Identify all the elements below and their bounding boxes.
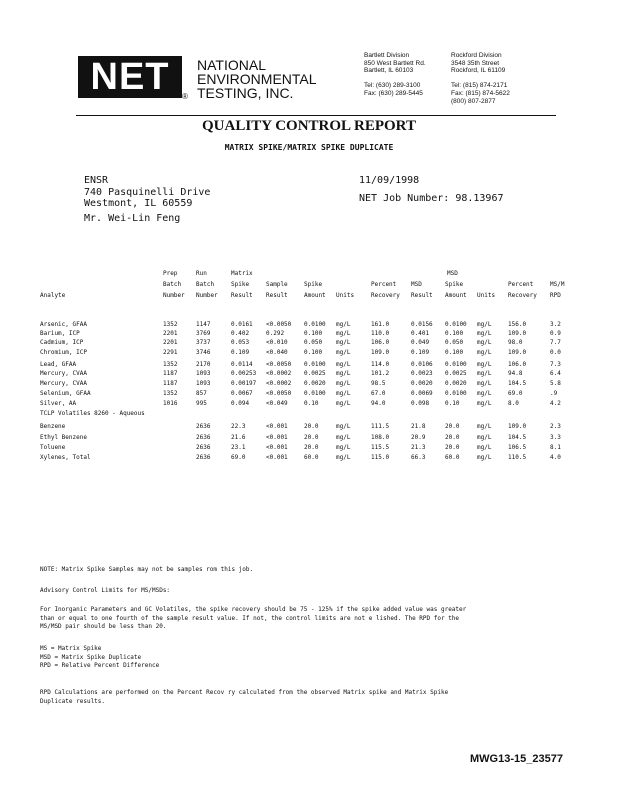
- table-cell: 0.0106: [411, 361, 433, 368]
- table-cell: 156.0: [508, 321, 527, 328]
- table-cell: 109.0: [508, 330, 527, 337]
- table-cell: 0.0100: [445, 321, 467, 328]
- msd-group-header: MSD: [447, 270, 458, 277]
- table-cell: mg/L: [336, 390, 351, 397]
- advisory-line: MS/MSD pair should be less than 20.: [40, 623, 167, 630]
- advisory-line: than or equal to one fourth of the sample result value. If not, the control limits are not e lished. The RPD for the: [40, 614, 460, 622]
- table-cell: <0.049: [266, 400, 288, 407]
- analyte-name: Barium, ICP: [40, 330, 80, 337]
- table-cell: mg/L: [336, 380, 351, 387]
- table-cell: 0.00253: [231, 370, 257, 377]
- abbreviation-line: MS = Matrix Spike: [40, 645, 102, 652]
- table-cell: 114.0: [371, 361, 390, 368]
- report-date: 11/09/1998: [359, 175, 420, 186]
- column-header: Units: [336, 292, 355, 299]
- column-header: Percent: [508, 281, 534, 288]
- table-cell: 995: [196, 400, 207, 407]
- table-cell: 0.0: [550, 349, 561, 356]
- table-cell: 60.0: [304, 454, 319, 461]
- column-header: Run: [196, 270, 207, 277]
- column-header: Spike: [304, 281, 323, 288]
- table-cell: 21.6: [231, 434, 246, 441]
- table-cell: 0.402: [231, 330, 250, 337]
- rpd-note-line: Duplicate results.: [40, 697, 106, 705]
- table-cell: 0.100: [445, 349, 464, 356]
- column-header: Percent: [371, 281, 397, 288]
- address-line: Fax: (815) 874-5622: [451, 89, 510, 97]
- company-name: [197, 58, 317, 100]
- table-cell: 1187: [163, 370, 178, 377]
- table-cell: 98.5: [371, 380, 386, 387]
- table-cell: 2636: [196, 444, 211, 451]
- table-cell: 0.0100: [304, 361, 326, 368]
- table-cell: 2170: [196, 361, 211, 368]
- job-number: NET Job Number: 98.13967: [359, 193, 504, 204]
- column-header: Result: [266, 292, 288, 299]
- table-cell: <0.001: [266, 434, 288, 441]
- table-cell: mg/L: [336, 321, 351, 328]
- column-header: Spike: [231, 281, 250, 288]
- table-cell: mg/L: [336, 361, 351, 368]
- table-cell: mg/L: [477, 321, 492, 328]
- table-cell: 22.3: [231, 423, 246, 430]
- column-header: Batch: [196, 281, 215, 288]
- abbreviations: [40, 645, 159, 671]
- address-line: [451, 75, 510, 83]
- table-cell: mg/L: [477, 339, 492, 346]
- address-line: 850 West Bartlett Rd.: [364, 59, 426, 67]
- table-cell: 0.100: [445, 330, 464, 337]
- address-line: Rockford, IL 61109: [451, 67, 506, 75]
- table-cell: 0.050: [304, 339, 323, 346]
- table-cell: 0.094: [231, 400, 250, 407]
- table-cell: mg/L: [336, 370, 351, 377]
- column-header: Amount: [445, 292, 467, 299]
- analyte-name: Silver, AA: [40, 400, 77, 407]
- analyte-name: Lead, GFAA: [40, 361, 77, 368]
- table-cell: 1093: [196, 380, 211, 387]
- table-cell: 1352: [163, 361, 178, 368]
- table-cell: <0.040: [266, 349, 288, 356]
- table-cell: 1352: [163, 390, 178, 397]
- column-header: Recovery: [371, 292, 400, 299]
- table-cell: 0.00197: [231, 380, 257, 387]
- table-cell: 20.0: [445, 444, 460, 451]
- table-cell: 98.0: [508, 339, 523, 346]
- table-cell: <0.001: [266, 444, 288, 451]
- table-cell: 0.109: [411, 349, 430, 356]
- table-cell: 101.2: [371, 370, 390, 377]
- table-cell: 0.098: [411, 400, 430, 407]
- column-header: Units: [477, 292, 496, 299]
- company-logo: [78, 56, 182, 98]
- table-cell: 0.0100: [304, 321, 326, 328]
- table-cell: 4.2: [550, 400, 561, 407]
- table-cell: 2291: [163, 349, 178, 356]
- table-cell: 3.2: [550, 321, 561, 328]
- client-line: 740 Pasquinelli Drive: [84, 186, 211, 198]
- table-cell: 0.0067: [231, 390, 253, 397]
- address-line: (800) 807-2877: [451, 97, 496, 105]
- table-cell: 106.5: [508, 444, 527, 451]
- table-cell: 106.0: [371, 339, 390, 346]
- table-cell: 8.0: [508, 400, 519, 407]
- table-cell: mg/L: [336, 400, 351, 407]
- table-cell: 20.9: [411, 434, 426, 441]
- document-id: MWG13-15_23577: [470, 753, 563, 765]
- table-cell: .9: [550, 390, 558, 397]
- table-cell: 0.0025: [304, 370, 326, 377]
- column-header: Recovery: [508, 292, 537, 299]
- advisory-text: [40, 606, 466, 632]
- column-header: Number: [163, 292, 185, 299]
- note-text: NOTE: Matrix Spike Samples may not be samples rom this job.: [40, 566, 254, 573]
- company-name-line: NATIONAL: [197, 57, 266, 73]
- table-cell: 857: [196, 390, 207, 397]
- company-name-line: TESTING, INC.: [197, 85, 294, 101]
- table-cell: 0.0023: [411, 370, 433, 377]
- table-cell: 0.0100: [445, 390, 467, 397]
- address-line: Fax: (630) 289-5445: [364, 89, 423, 97]
- column-header: Analyte: [40, 292, 66, 299]
- address-line: Bartlett, IL 60103: [364, 67, 414, 75]
- abbreviation-line: RPD = Relative Percent Difference: [40, 662, 160, 669]
- abbreviation-line: MSD = Matrix Spike Duplicate: [40, 653, 142, 661]
- table-cell: 110.5: [508, 454, 527, 461]
- table-cell: 8.1: [550, 444, 561, 451]
- table-cell: 0.10: [304, 400, 319, 407]
- report-subtitle: MATRIX SPIKE/MATRIX SPIKE DUPLICATE: [224, 143, 394, 152]
- table-cell: 1147: [196, 321, 211, 328]
- column-header: Batch: [163, 281, 182, 288]
- table-cell: 0.10: [445, 400, 460, 407]
- table-cell: 0.053: [231, 339, 250, 346]
- table-cell: 111.5: [371, 423, 390, 430]
- table-cell: 161.0: [371, 321, 390, 328]
- table-cell: 69.0: [508, 390, 523, 397]
- registered-mark: ®: [182, 92, 188, 101]
- table-cell: mg/L: [477, 390, 492, 397]
- table-cell: 7.7: [550, 339, 561, 346]
- analyte-name: Chromium, ICP: [40, 349, 87, 356]
- client-line: ENSR: [84, 175, 109, 186]
- table-cell: 3737: [196, 339, 211, 346]
- table-cell: 2636: [196, 454, 211, 461]
- analyte-name: Cadmium, ICP: [40, 339, 84, 346]
- analyte-name: Benzene: [40, 423, 66, 430]
- table-cell: 0.0020: [445, 380, 467, 387]
- table-cell: <0.001: [266, 454, 288, 461]
- table-cell: 0.0114: [231, 361, 253, 368]
- table-cell: 0.109: [231, 349, 250, 356]
- table-cell: 3.3: [550, 434, 561, 441]
- column-header: Sample: [266, 281, 288, 288]
- table-cell: 6.4: [550, 370, 561, 377]
- table-cell: mg/L: [477, 423, 492, 430]
- table-cell: <0.0050: [266, 361, 292, 368]
- table-cell: 104.5: [508, 434, 527, 441]
- table-cell: mg/L: [477, 361, 492, 368]
- table-cell: <0.0050: [266, 321, 292, 328]
- address-line: Tel: (815) 874-2171: [451, 82, 508, 90]
- table-cell: 0.0156: [411, 321, 433, 328]
- table-cell: 0.0025: [445, 370, 467, 377]
- column-header: Amount: [304, 292, 326, 299]
- table-cell: 4.0: [550, 454, 561, 461]
- column-header: Result: [231, 292, 253, 299]
- table-cell: 0.0020: [304, 380, 326, 387]
- table-cell: 0.292: [266, 330, 285, 337]
- table-cell: 21.3: [411, 444, 426, 451]
- column-header: RPD: [550, 292, 561, 299]
- table-cell: 7.3: [550, 361, 561, 368]
- table-cell: 0.9: [550, 330, 561, 337]
- table-cell: mg/L: [477, 400, 492, 407]
- address-line: [364, 75, 426, 83]
- table-cell: 108.0: [371, 434, 390, 441]
- table-cell: 0.401: [411, 330, 430, 337]
- table-cell: 1016: [163, 400, 178, 407]
- address-line: Bartlett Division: [364, 52, 410, 59]
- analyte-name: Ethyl Benzene: [40, 434, 87, 441]
- client-line: Westmont, IL 60559: [84, 198, 193, 209]
- address-line: 3548 35th Street: [451, 59, 500, 67]
- bartlett-address: [364, 52, 426, 98]
- company-name-line: ENVIRONMENTAL: [197, 71, 317, 87]
- table-cell: 3746: [196, 349, 211, 356]
- analyte-name: Arsenic, GFAA: [40, 321, 87, 328]
- table-cell: 20.0: [304, 434, 319, 441]
- table-cell: 21.8: [411, 423, 426, 430]
- table-cell: 1093: [196, 370, 211, 377]
- table-cell: 106.0: [508, 361, 527, 368]
- table-cell: 2636: [196, 434, 211, 441]
- table-cell: <0.001: [266, 423, 288, 430]
- table-cell: 109.0: [508, 349, 527, 356]
- table-cell: mg/L: [336, 444, 351, 451]
- table-cell: 104.5: [508, 380, 527, 387]
- table-cell: mg/L: [477, 454, 492, 461]
- table-cell: 0.0069: [411, 390, 433, 397]
- table-cell: mg/L: [477, 349, 492, 356]
- table-cell: 20.0: [304, 423, 319, 430]
- analyte-name: Selenium, GFAA: [40, 390, 91, 397]
- table-cell: mg/L: [336, 434, 351, 441]
- advisory-title: Advisory Control Limits for MS/MSDs:: [40, 587, 171, 594]
- table-cell: mg/L: [477, 370, 492, 377]
- table-cell: <0.0050: [266, 390, 292, 397]
- table-cell: 0.100: [304, 330, 323, 337]
- table-cell: 20.0: [304, 444, 319, 451]
- table-cell: mg/L: [477, 380, 492, 387]
- analyte-name: Mercury, CVAA: [40, 370, 87, 377]
- table-cell: 115.0: [371, 454, 390, 461]
- table-cell: 60.0: [445, 454, 460, 461]
- analyte-name: Toluene: [40, 444, 66, 451]
- table-cell: 0.0020: [411, 380, 433, 387]
- address-line: Tel: (630) 289-3100: [364, 82, 421, 90]
- table-cell: mg/L: [477, 444, 492, 451]
- table-cell: 109.0: [508, 423, 527, 430]
- table-cell: 0.0100: [445, 361, 467, 368]
- section-label: TCLP Volatiles 8260 - Aqueous: [40, 410, 145, 417]
- table-cell: <0.0002: [266, 370, 292, 377]
- analyte-name: Xylenes, Total: [40, 454, 91, 461]
- table-cell: 2.3: [550, 423, 561, 430]
- column-header: Prep: [163, 270, 178, 277]
- rockford-address: [451, 52, 510, 105]
- table-cell: 69.0: [231, 454, 246, 461]
- table-cell: mg/L: [336, 349, 351, 356]
- table-cell: mg/L: [336, 339, 351, 346]
- table-cell: 23.1: [231, 444, 246, 451]
- table-cell: 67.0: [371, 390, 386, 397]
- table-cell: 0.0161: [231, 321, 253, 328]
- table-cell: 66.3: [411, 454, 426, 461]
- column-header: Number: [196, 292, 218, 299]
- table-cell: mg/L: [477, 434, 492, 441]
- address-line: Rockford Division: [451, 52, 502, 59]
- table-cell: 2201: [163, 330, 178, 337]
- table-cell: 0.049: [411, 339, 430, 346]
- column-header: Spike: [445, 281, 464, 288]
- column-header: Result: [411, 292, 433, 299]
- column-header: MSD: [411, 281, 422, 288]
- table-cell: 2201: [163, 339, 178, 346]
- analyte-name: Mercury, CVAA: [40, 380, 87, 387]
- header-divider: [76, 115, 556, 116]
- advisory-line: For Inorganic Parameters and GC Volatiles, the spike recovery should be 75 - 125% if the spike added value was greater: [40, 606, 467, 613]
- column-header: Matrix: [231, 270, 253, 277]
- table-cell: 1187: [163, 380, 178, 387]
- logo-text: NET: [90, 55, 170, 98]
- table-cell: 110.0: [371, 330, 390, 337]
- table-cell: mg/L: [336, 423, 351, 430]
- table-cell: mg/L: [336, 330, 351, 337]
- column-header: MS/M: [550, 281, 565, 288]
- table-cell: 115.5: [371, 444, 390, 451]
- table-cell: 94.8: [508, 370, 523, 377]
- contact-name: Mr. Wei-Lin Feng: [84, 213, 181, 224]
- rpd-note-line: RPD Calculations are performed on the Percent Recov ry calculated from the observed Matrix spike and Matrix Spike: [40, 689, 449, 696]
- table-cell: <0.010: [266, 339, 288, 346]
- table-cell: <0.0002: [266, 380, 292, 387]
- client-address: [84, 175, 210, 210]
- table-cell: 2636: [196, 423, 211, 430]
- table-cell: 5.8: [550, 380, 561, 387]
- report-title: QUALITY CONTROL REPORT: [202, 118, 416, 134]
- table-cell: 20.0: [445, 423, 460, 430]
- table-cell: mg/L: [477, 330, 492, 337]
- table-cell: 0.050: [445, 339, 464, 346]
- table-cell: 109.0: [371, 349, 390, 356]
- table-cell: 1352: [163, 321, 178, 328]
- table-cell: 0.100: [304, 349, 323, 356]
- table-cell: 20.0: [445, 434, 460, 441]
- table-cell: mg/L: [336, 454, 351, 461]
- rpd-note: [40, 689, 448, 706]
- table-cell: 94.0: [371, 400, 386, 407]
- table-cell: 3769: [196, 330, 211, 337]
- table-cell: 0.0100: [304, 390, 326, 397]
